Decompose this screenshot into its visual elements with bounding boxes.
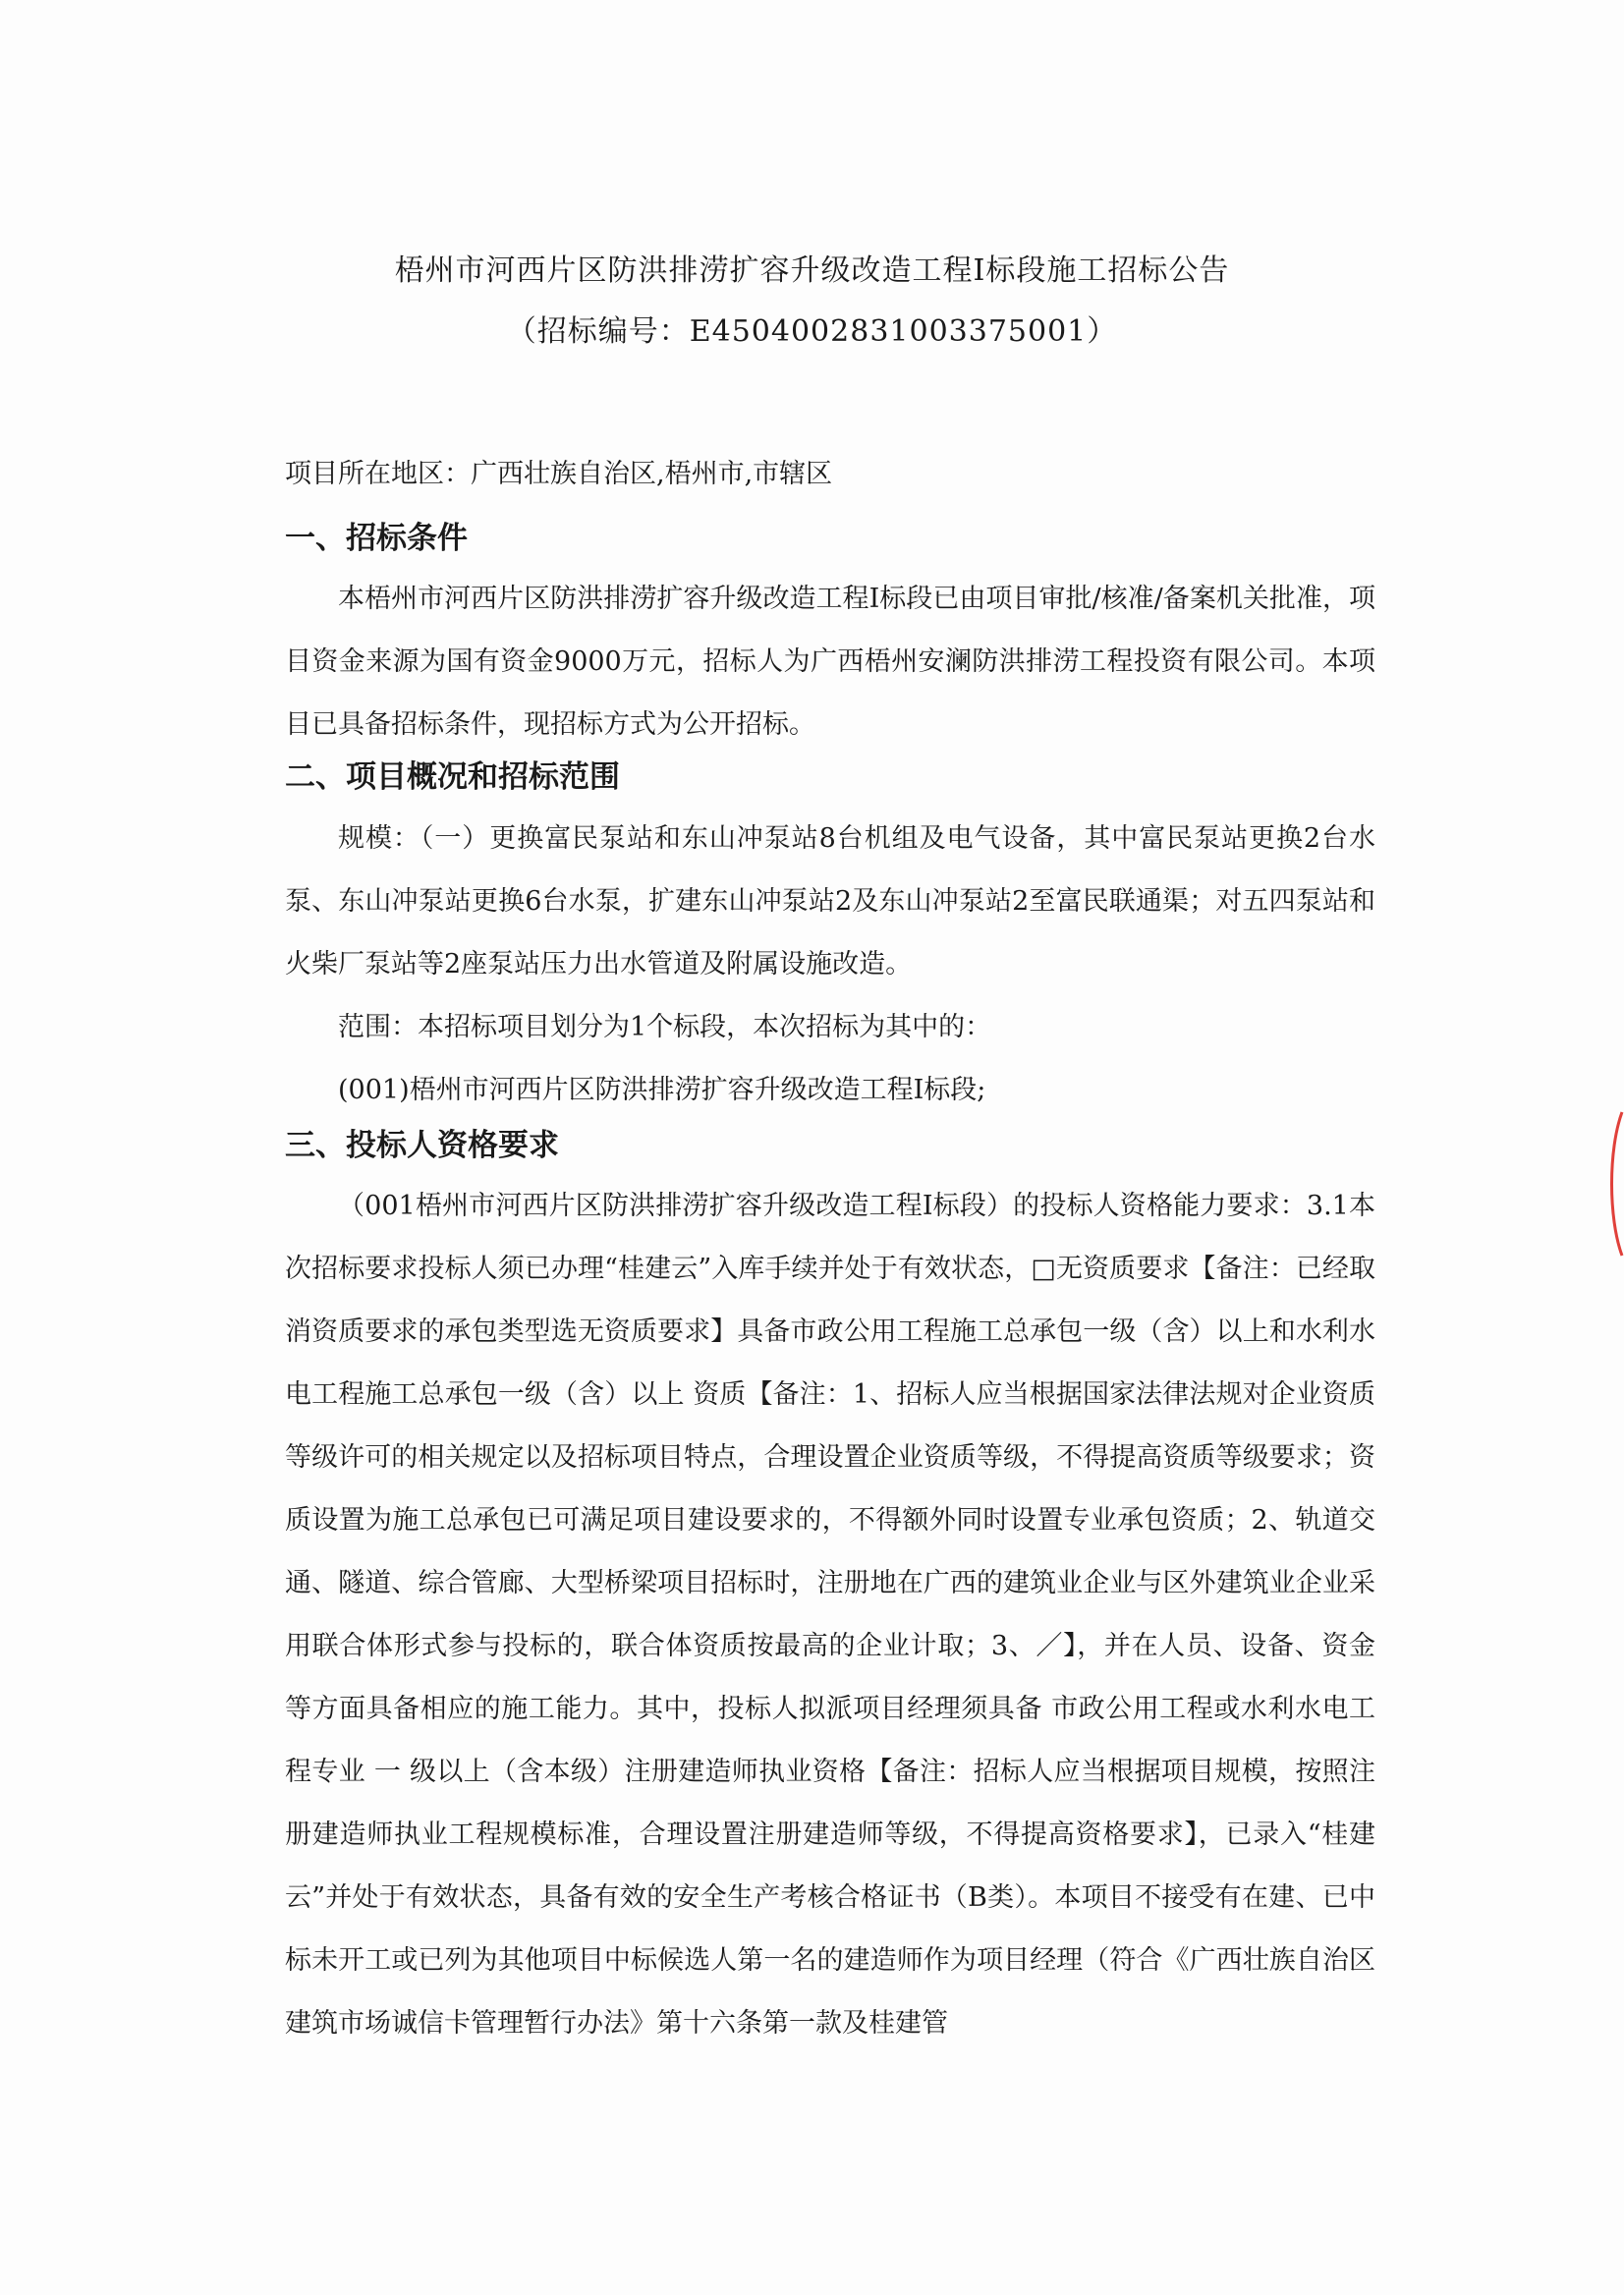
section-heading-tender-conditions: 一、招标条件	[285, 521, 468, 556]
tender-lot-text: (001)梧州市河西片区防洪排涝扩容升级改造工程Ⅰ标段;	[338, 1075, 986, 1105]
project-region: 项目所在地区：广西壮族自治区,梧州市,市辖区	[285, 459, 833, 489]
tender-number: （招标编号：E4504002831003375001）	[506, 314, 1118, 349]
document-title: 梧州市河西片区防洪排涝扩容升级改造工程Ⅰ标段施工招标公告	[394, 253, 1230, 288]
stamp-edge-mark	[1606, 1110, 1624, 1258]
section-heading-project-overview: 二、项目概况和招标范围	[285, 759, 620, 795]
tender-scope-text: 范围：本招标项目划分为1个标段，本次招标为其中的：	[338, 1012, 992, 1042]
section-heading-bidder-qualification: 三、投标人资格要求	[285, 1128, 559, 1163]
project-scale-text: 规模：（一）更换富民泵站和东山冲泵站8台机组及电气设备，其中富民泵站更换2台水泵、东山冲泵站更换6台水泵，扩建东山冲泵站2及东山冲泵站2至富民联通渠；对五四泵站和火柴厂泵站等2座泵站压力出水管道及附属设施改造。	[285, 823, 1375, 980]
tender-conditions-text: 本梧州市河西片区防洪排涝扩容升级改造工程Ⅰ标段已由项目审批/核准/备案机关批准，项目资金来源为国有资金9000万元，招标人为广西梧州安澜防洪排涝工程投资有限公司。本项目已具备招标条件，现招标方式为公开招标。	[285, 584, 1375, 740]
bidder-qualification-text: （001梧州市河西片区防洪排涝扩容升级改造工程Ⅰ标段）的投标人资格能力要求：3.1本次招标要求投标人须已办理“桂建云”入库手续并处于有效状态，□无资质要求【备注：已经取消资质要求的承包类型选无资质要求】具备市政公用工程施工总承包一级（含）以上和水利水电工程施工总承包一级（含）以上 资质【备注：1、招标人应当根据国家法律法规对企业资质等级许可的相关规定以及招标项目特点，合理设置企业资质等级，不得提高资质等级要求；资质设置为施工总承包已可满足项目建设要求的，不得额外同时设置专业承包资质；2、轨道交通、隧道、综合管廊、大型桥梁项目招标时，注册地在广西的建筑业企业与区外建筑业企业采用联合体形式参与投标的，联合体资质按最高的企业计取；3、／】，并在人员、设备、资金等方面具备相应的施工能力。其中，投标人拟派项目经理须具备 市政公用工程或水利水电工程专业 一 级以上（含本级）注册建造师执业资格【备注：招标人应当根据项目规模，按照注册建造师执业工程规模标准，合理设置注册建造师等级，不得提高资格要求】，已录入“桂建云”并处于有效状态，具备有效的安全生产考核合格证书（B类）。本项目不接受有在建、已中标未开工或已列为其他项目中标候选人第一名的建造师作为项目经理（符合《广西壮族自治区建筑市场诚信卡管理暂行办法》第十六条第一款及桂建管	[285, 1191, 1375, 2039]
